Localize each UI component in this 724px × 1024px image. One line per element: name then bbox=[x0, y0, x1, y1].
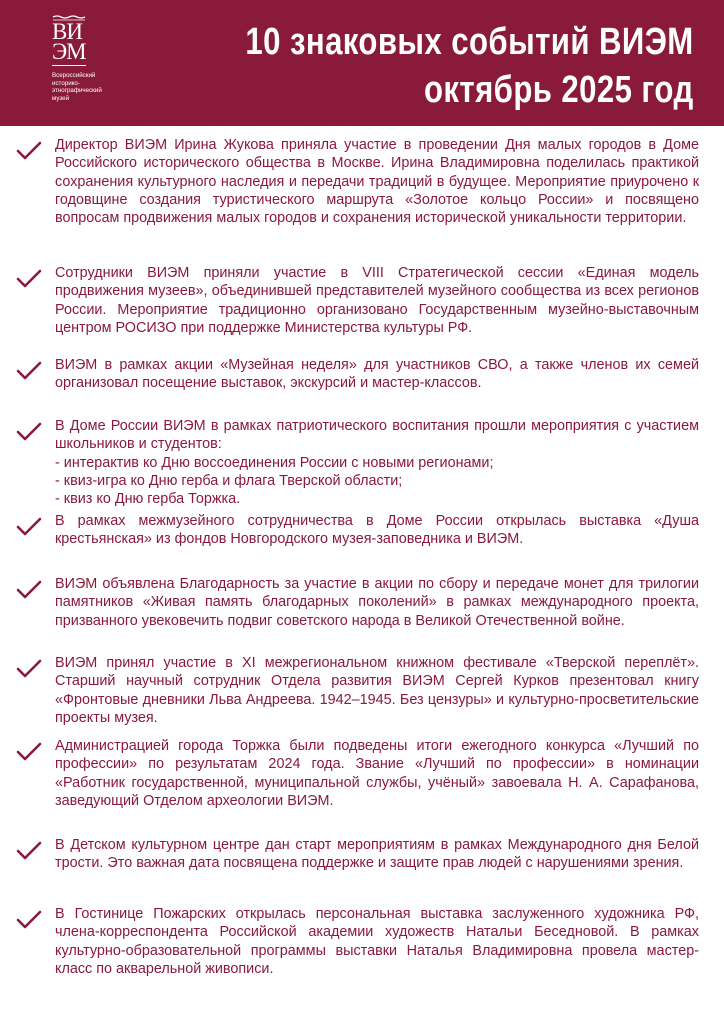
logo-mark bbox=[52, 19, 122, 64]
event-paragraph: - квиз ко Дню герба Торжка. bbox=[55, 491, 241, 508]
checkmark-icon bbox=[16, 910, 42, 930]
event-text bbox=[55, 136, 699, 227]
checkmark-icon bbox=[16, 269, 42, 289]
logo-mark-line1: ВИ bbox=[52, 19, 82, 44]
event-paragraph: В Доме России ВИЭМ в рамках патриотического воспитания прошли мероприятия с участием школьников и студентов: bbox=[55, 418, 699, 453]
checkmark-icon bbox=[16, 517, 42, 537]
logo-subtitle-line: музей bbox=[52, 94, 70, 102]
checkmark-icon bbox=[16, 361, 42, 381]
logo-subtitle bbox=[52, 72, 122, 102]
checkmark-icon bbox=[16, 422, 42, 442]
logo-subtitle-line: этнографический bbox=[52, 87, 102, 95]
event-paragraph: Директор ВИЭМ Ирина Жукова приняла участие в проведении Дня малых городов в Доме Российского исторического общества в Москве. Ирина Владимировна поделилась практикой сохранения культурного наследия и передачи традиций в будущее. Мероприятие приурочено к годовщине создания туристического маршрута «Золотое кольцо России» и посвящено вопросам продвижения малых городов и сохранения исторической уникальности территории. bbox=[55, 137, 699, 227]
event-text bbox=[55, 264, 699, 337]
event-text bbox=[55, 356, 699, 393]
event-paragraph: ВИЭМ объявлена Благодарность за участие в акции по сбору и передаче монет для трилогии памятников «Живая память благодарных поколений» в рамках международного проекта, призванного увековечить подвиг советского народа в Великой Отечественной войне. bbox=[55, 576, 699, 629]
logo-subtitle-line: Всероссийский bbox=[52, 72, 96, 79]
logo-subtitle-line: историко- bbox=[52, 79, 80, 87]
event-text bbox=[55, 417, 699, 508]
event-paragraph: Администрацией города Торжка были подведены итоги ежегодного конкурса «Лучший по профессии» по результатам 2024 года. Звание «Лучший по профессии» в номинации «Работник государственной, муниципальной службы, учёный» завоевала Н. А. Сарафанова, заведующий Отделом археологии ВИЭМ. bbox=[55, 738, 699, 809]
event-paragraph: - квиз-игра ко Дню герба и флага Тверской области; bbox=[55, 472, 403, 489]
event-text bbox=[55, 737, 699, 810]
event-text bbox=[55, 575, 699, 630]
event-text bbox=[55, 905, 699, 978]
checkmark-icon bbox=[16, 659, 42, 679]
event-paragraph: - интерактив ко Дню воссоединения России с новыми регионами; bbox=[55, 454, 494, 471]
event-paragraph: В Гостинице Пожарских открылась персональная выставка заслуженного художника РФ, члена-корреспондента Российской академии художеств Натальи Беседновой. В рамках культурно-образовательной программы выставки Наталья Владимировна провела мастер-класс по акварельной живописи. bbox=[55, 906, 699, 977]
event-paragraph: ВИЭМ принял участие в XI межрегиональном книжном фестивале «Тверской переплёт». Старший научный сотрудник Отдела развития ВИЭМ Сергей Курков презентовал книгу «Фронтовые дневники Льва Андреева. 1942–1945. Без цензуры» и культурно-просветительские проекты музея. bbox=[55, 655, 699, 726]
checkmark-icon bbox=[16, 742, 42, 762]
checkmark-icon bbox=[16, 580, 42, 600]
header-banner bbox=[0, 0, 724, 126]
checkmark-icon bbox=[16, 141, 42, 161]
logo-mark-line2: ЭМ bbox=[52, 39, 86, 64]
event-text bbox=[55, 512, 699, 549]
event-paragraph: ВИЭМ в рамках акции «Музейная неделя» для участников СВО, а также членов их семей организовал посещение выставок, экскурсий и мастер-классов. bbox=[55, 357, 699, 392]
museum-logo bbox=[52, 15, 122, 102]
logo-divider bbox=[52, 65, 86, 66]
checkmark-icon bbox=[16, 841, 42, 861]
event-paragraph: В рамках межмузейного сотрудничества в Доме России открылась выставка «Душа крестьянская» из фондов Новгородского музея-заповедника и ВИЭМ. bbox=[55, 513, 699, 548]
page-title bbox=[246, 18, 694, 114]
event-text bbox=[55, 836, 699, 873]
page-title-line2: октябрь 2025 год bbox=[424, 69, 694, 111]
event-paragraph: В Детском культурном центре дан старт мероприятиям в рамках Международного дня Белой трости. Это важная дата посвящена поддержке и защите прав людей с нарушениями зрения. bbox=[55, 837, 699, 872]
event-text bbox=[55, 654, 699, 727]
page-title-line1: 10 знаковых событий ВИЭМ bbox=[245, 21, 694, 63]
event-paragraph: Сотрудники ВИЭМ приняли участие в VIII Стратегической сессии «Единая модель продвижения музеев», объединившей представителей музейного сообщества из всех регионов России. Мероприятие традиционно организовано Государственным музейно-выставочным центром РОСИЗО при поддержке Министерства культуры РФ. bbox=[55, 265, 699, 336]
